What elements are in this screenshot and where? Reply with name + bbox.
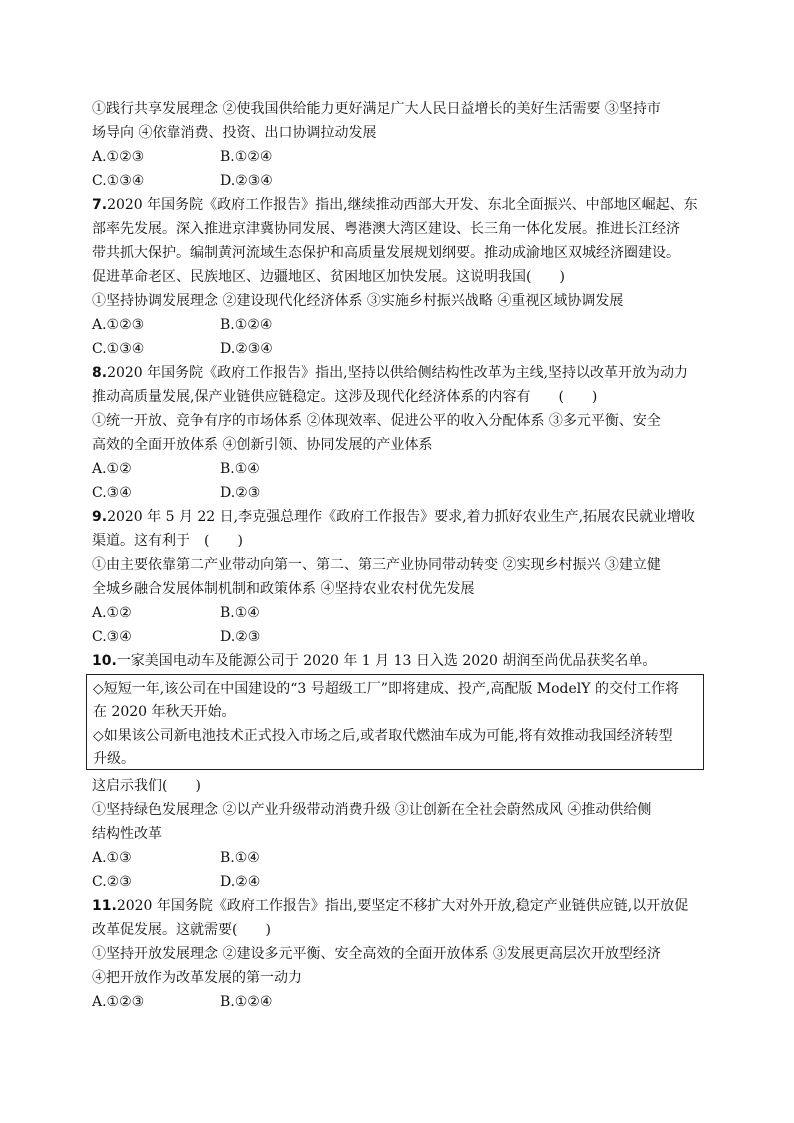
q9-option-c: C.③④	[92, 629, 132, 645]
q9-text-1: 2020 年 5 月 22 日,李克强总理作《政府工作报告》要求,着力抓好农业生产,拓展农民就业增收	[107, 509, 696, 525]
q9-number: 9.	[92, 509, 108, 525]
q7-option-b: B.①②④	[220, 317, 273, 333]
q6-line-1: ①践行共享发展理念 ②使我国供给能力更好满足广大人民日益增长的美好生活需要 ③坚持市	[92, 101, 661, 117]
q8-line-3: ①统一开放、竞争有序的市场体系 ②体现效率、促进公平的收入分配体系 ③多元平衡、安全	[92, 413, 661, 429]
q8-option-c: C.③④	[92, 485, 132, 501]
q11-line-2: 改革促发展。这就需要( )	[92, 922, 271, 938]
q11-line-3: ①坚持开放发展理念 ②建设多元平衡、安全高效的全面开放体系 ③发展更高层次开放型经济	[92, 946, 661, 962]
q7-option-d: D.②③④	[220, 341, 273, 357]
q9-line-1	[92, 507, 695, 527]
q7-number: 7.	[92, 197, 108, 213]
q11-text-1: 2020 年国务院《政府工作报告》指出,要坚定不移扩大对外开放,稳定产业链供应链,以开放促	[116, 898, 689, 914]
q8-line-4: 高效的全面开放体系 ④创新引领、协同发展的产业体系	[92, 437, 433, 453]
q10-option-a: A.①③	[92, 850, 132, 866]
q6-option-c: C.①③④	[92, 173, 145, 189]
q8-line-2: 推动高质量发展,保产业链供应链稳定。这涉及现代化经济体系的内容有 ( )	[92, 389, 598, 405]
q10-option-d: D.②④	[220, 874, 261, 890]
q10-line-2: 这启示我们( )	[92, 778, 201, 794]
q10-box-line-4: 升级。	[93, 751, 135, 767]
q11-number: 11.	[92, 898, 117, 914]
q9-line-2: 渠道。这有利于 ( )	[92, 533, 243, 549]
q7-line-4: 促进革命老区、民族地区、边疆地区、贫困地区加快发展。这说明我国( )	[92, 269, 565, 285]
q7-line-5: ①坚持协调发展理念 ②建设现代化经济体系 ③实施乡村振兴战略 ④重视区域协调发展	[92, 293, 624, 309]
q10-intro: 一家美国电动车及能源公司于 2020 年 1 月 13 日入选 2020 胡润至尚优品获奖名单。	[116, 653, 657, 669]
q10-number: 10.	[92, 653, 117, 669]
q8-number: 8.	[92, 365, 108, 381]
q7-text-1: 2020 年国务院《政府工作报告》指出,继续推动西部大开发、东北全面振兴、中部地区崛起、东	[107, 197, 698, 213]
q10-line-1	[92, 651, 656, 671]
q7-line-2: 部率先发展。深入推进京津冀协同发展、粤港澳大湾区建设、长三角一体化发展。推进长江经济	[92, 221, 680, 237]
q11-line-4: ④把开放作为改革发展的第一动力	[92, 970, 302, 986]
q8-text-1: 2020 年国务院《政府工作报告》指出,坚持以供给侧结构性改革为主线,坚持以改革开放为动力	[107, 365, 689, 381]
q7-line-1	[92, 195, 698, 215]
q11-option-a: A.①②③	[92, 994, 145, 1010]
q6-option-d: D.②③④	[220, 173, 273, 189]
q6-option-b: B.①②④	[220, 149, 273, 165]
q10-option-b: B.①④	[220, 850, 260, 866]
q11-option-b: B.①②④	[220, 994, 273, 1010]
q7-option-a: A.①②③	[92, 317, 145, 333]
q10-box-line-3: ◇如果该公司新电池技术正式投入市场之后,或者取代燃油车成为可能,将有效推动我国经济转型	[93, 728, 673, 744]
q6-option-a: A.①②③	[92, 149, 145, 165]
q8-option-b: B.①④	[220, 461, 260, 477]
q9-option-a: A.①②	[92, 605, 132, 621]
q8-line-1	[92, 363, 688, 383]
q11-line-1	[92, 896, 688, 916]
q10-line-4: 结构性改革	[92, 826, 162, 842]
q7-line-3: 带共抓大保护。编制黄河流域生态保护和高质量发展规划纲要。推动成渝地区双城经济圈建设。	[92, 245, 680, 261]
q10-box-line-2: 在 2020 年秋天开始。	[93, 704, 236, 720]
q10-option-c: C.②③	[92, 874, 132, 890]
q9-line-3: ①由主要依靠第二产业带动向第一、第二、第三产业协同带动转变 ②实现乡村振兴 ③建立健	[92, 557, 661, 573]
q9-option-d: D.②③	[220, 629, 261, 645]
q10-box-line-1: ◇短短一年,该公司在中国建设的“3 号超级工厂”即将建成、投产,高配版 ModelY 的交付工作将	[93, 681, 679, 697]
q7-option-c: C.①③④	[92, 341, 145, 357]
q8-option-d: D.②③	[220, 485, 261, 501]
q9-option-b: B.①④	[220, 605, 260, 621]
q10-line-3: ①坚持绿色发展理念 ②以产业升级带动消费升级 ③让创新在全社会蔚然成风 ④推动供给侧	[92, 802, 652, 818]
q6-line-2: 场导向 ④依靠消费、投资、出口协调拉动发展	[92, 125, 377, 141]
q10-material-box	[86, 674, 704, 770]
q8-option-a: A.①②	[92, 461, 132, 477]
q9-line-4: 全城乡融合发展体制机制和政策体系 ④坚持农业农村优先发展	[92, 581, 475, 597]
